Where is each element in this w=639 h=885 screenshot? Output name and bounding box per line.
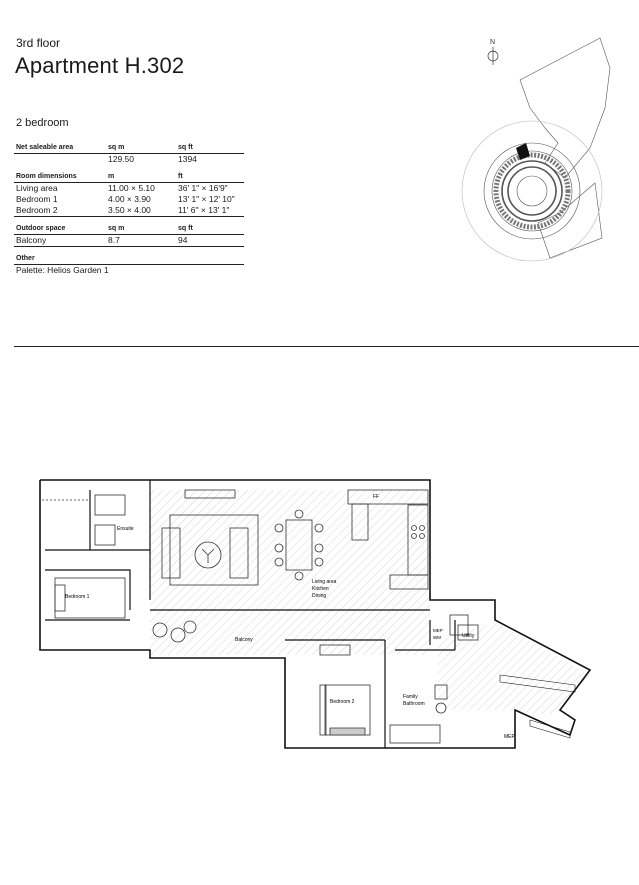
room-metric: 11.00 × 5.10 bbox=[108, 183, 155, 193]
label-family: Family bbox=[403, 694, 418, 700]
label-bedroom2: Bedroom 2 bbox=[330, 699, 355, 705]
outdoor-label: Outdoor space bbox=[14, 223, 106, 235]
room-dimensions-header bbox=[14, 171, 244, 183]
net-area-unit-ft: sq ft bbox=[176, 142, 244, 154]
north-arrow-icon bbox=[488, 47, 498, 65]
room-unit-ft: ft bbox=[176, 171, 244, 183]
other-header bbox=[14, 253, 244, 265]
floor-label: 3rd floor bbox=[16, 36, 61, 50]
label-bedroom1: Bedroom 1 bbox=[65, 594, 90, 600]
other-label: Other bbox=[14, 253, 106, 265]
other-row bbox=[14, 265, 244, 277]
floor-hatching bbox=[150, 490, 590, 715]
room-dimensions-label: Room dimensions bbox=[14, 171, 106, 183]
room-metric: 3.50 × 4.00 bbox=[106, 205, 176, 217]
label-living-area: Living area bbox=[312, 579, 337, 585]
section-divider bbox=[14, 346, 639, 347]
label-ff: FF bbox=[373, 494, 380, 500]
outdoor-header bbox=[14, 223, 244, 235]
room-name: Bedroom 1 bbox=[16, 194, 58, 204]
outdoor-sqft: 94 bbox=[176, 235, 244, 247]
room-row bbox=[14, 183, 244, 195]
spec-table bbox=[14, 142, 244, 276]
outdoor-unit-ft: sq ft bbox=[176, 223, 244, 235]
key-plan bbox=[450, 28, 620, 268]
label-ensuite: Ensuite bbox=[117, 526, 134, 532]
net-area-unit-m: sq m bbox=[106, 142, 176, 154]
room-unit-m: m bbox=[106, 171, 176, 183]
room-imperial: 11' 6" × 13' 1" bbox=[176, 205, 244, 217]
apartment-title: Apartment H.302 bbox=[15, 53, 185, 78]
palette-value: Palette: Helios Garden 1 bbox=[16, 265, 109, 275]
outdoor-unit-m: sq m bbox=[106, 223, 176, 235]
room-name: Living area bbox=[16, 183, 58, 193]
outdoor-sqm: 8.7 bbox=[106, 235, 176, 247]
label-balcony: Balcony bbox=[235, 637, 253, 643]
label-dining: Dining bbox=[312, 593, 327, 599]
room-imperial: 36' 1" × 16'9" bbox=[178, 183, 228, 193]
room-metric: 4.00 × 3.90 bbox=[108, 194, 151, 204]
building-outline bbox=[462, 38, 610, 261]
floor-plan bbox=[30, 470, 610, 770]
net-area-label: Net saleable area bbox=[14, 142, 106, 154]
net-area-sqm: 129.50 bbox=[108, 154, 134, 164]
room-imperial: 13' 1" × 12' 10" bbox=[178, 194, 235, 204]
bedroom2-furniture bbox=[320, 645, 370, 735]
label-bathroom: Bathroom bbox=[403, 701, 425, 707]
net-area-header bbox=[14, 142, 244, 154]
net-area-sqft: 1394 bbox=[178, 154, 197, 164]
label-mep-wm-2: WM bbox=[433, 635, 441, 640]
outdoor-row bbox=[14, 235, 244, 247]
room-row bbox=[14, 194, 244, 205]
room-name: Bedroom 2 bbox=[14, 205, 106, 217]
net-area-row bbox=[14, 154, 244, 166]
label-utility: Utility bbox=[462, 633, 475, 639]
key-plan-ring bbox=[496, 155, 568, 227]
bedroom-count: 2 bedroom bbox=[16, 117, 69, 129]
label-kitchen: Kitchen bbox=[312, 586, 329, 592]
north-label: N bbox=[490, 39, 496, 46]
label-mep: MEP bbox=[504, 734, 515, 740]
label-mep-wm-1: MEP bbox=[433, 628, 443, 633]
room-row bbox=[14, 205, 244, 217]
outdoor-name: Balcony bbox=[14, 235, 106, 247]
